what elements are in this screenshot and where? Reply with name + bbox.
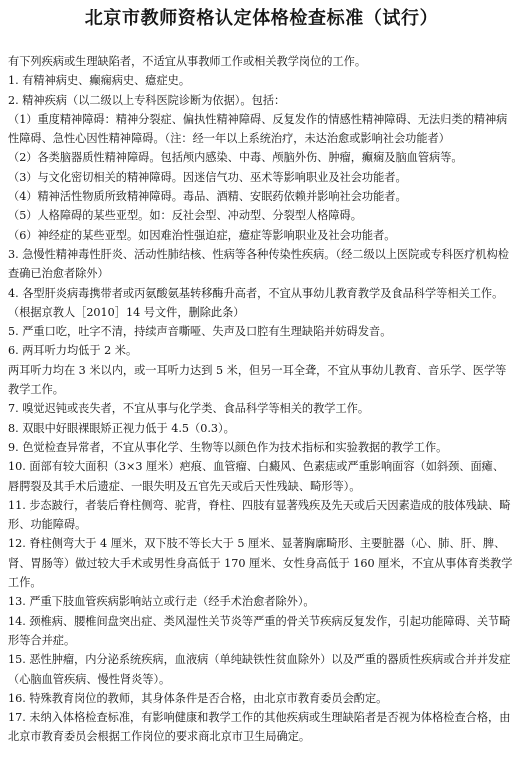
item-10: 10. 面部有较大面积（3×3 厘米）疤痕、血管瘤、白癜风、色素痣或严重影响面容（如斜颈、面瘫、唇腭裂及其手术后遗症、一眼失明及五官先天或后天性残缺、畸形等）。 [8, 460, 505, 493]
document-body [8, 52, 515, 747]
item-3: 3. 急慢性精神毒性肝炎、活动性肺结核、性病等各种传染性疾病。（经二级以上医院或专科医疗机构检查确已治愈者除外） [8, 247, 509, 281]
item-7: 7. 嗅觉迟钝或丧失者，不宜从事与化学类、食品科学等相关的教学工作。 [8, 402, 370, 416]
item-11: 11. 步态跛行，者装后脊柱侧弯、驼背，脊柱、四肢有显著残疾及先天或后天因素造成的肢体残缺、畸形、功能障碍。 [8, 498, 511, 532]
item-13: 13. 严重下肢血管疾病影响站立或行走（经手术治愈者除外）。 [8, 595, 315, 609]
item-2-sub-6: （6）神经症的某些亚型。如因难治性强迫症，癔症等影响职业及社会功能者。 [8, 228, 396, 242]
item-6: 6. 两耳听力均低于 2 米。 [8, 344, 138, 358]
document-title: 北京市教师资格认定体格检查标准（试行） [84, 8, 439, 29]
item-2-sub-1: （1）重度精神障碍：精神分裂症、偏执性精神障碍、反复发作的情感性精神障碍、无法归类的精神病性障碍、急性心因性精神障碍。（注：经一年以上系统治疗，未达治愈或影响社会功能者） [8, 112, 508, 146]
item-15: 15. 恶性肿瘤，内分泌系统疾病，血液病（单纯缺铁性贫血除外）以及严重的器质性疾病或合并并发症（心脑血管疾病、慢性肾炎等）。 [8, 653, 511, 686]
item-2: 2. 精神疾病（以二级以上专科医院诊断为依据）。包括： [8, 93, 286, 107]
item-14: 14. 颈椎病、腰椎间盘突出症、类风湿性关节炎等严重的骨关节疾病反复发作，引起功能障碍、关节畸形等合并症。 [8, 614, 511, 647]
item-8: 8. 双眼中好眼裸眼矫正视力低于 4.5（0.3）。 [8, 421, 235, 435]
item-17: 17. 未纳入体格检查标准，有影响健康和教学工作的其他疾病或生理缺陷者是否视为体格检查合格，由北京市教育委员会根据工作岗位的要求商北京市卫生局确定。 [8, 711, 511, 744]
item-2-sub-3: （3）与文化密切相关的精神障碍。因迷信气功、巫术等影响职业及社会功能者。 [8, 170, 407, 184]
item-9: 9. 色觉检查异常者，不宜从事化学、生物等以颜色作为技术指标和实验教据的教学工作。 [8, 440, 448, 454]
item-2-sub-5: （5）人格障碍的某些亚型。如：反社会型、冲动型、分裂型人格障碍。 [8, 209, 362, 223]
item-16: 16. 特殊教育岗位的教师，其身体条件是否合格，由北京市教育委员会酌定。 [8, 691, 388, 705]
item-4: 4. 各型肝炎病毒携带者或丙氨酸氨基转移酶升高者，不宜从事幼儿教育教学及食品科学等相关工作。（根据京教人［2010］14 号文件，删除此条） [8, 286, 504, 319]
item-2-sub-4: （4）精神活性物质所致精神障碍。毒品、酒精、安眠药依赖并影响社会功能者。 [8, 190, 407, 204]
item-12: 12. 脊柱侧弯大于 4 厘米，双下肢不等长大于 5 厘米、显著胸廓畸形、主要脏器（心、肺、肝、脾、肾、胃肠等）做过较大手术或男性身高低于 170 厘米、女性身高低于 160 厘米，不宜从事体育类教学工作。 [8, 537, 513, 590]
item-1: 1. 有精神病史、癫痫病史、癔症史。 [8, 74, 191, 88]
intro-paragraph: 有下列疾病或生理缺陷者，不适宜从事教师工作或相关教学岗位的工作。 [8, 55, 367, 68]
item-2-sub-2: （2）各类脑器质性精神障碍。包括颅内感染、中毒、颅脑外伤、肿瘤，癫痫及脑血管病等。 [8, 151, 463, 165]
item-5: 5. 严重口吃，吐字不清，持续声音嘶哑、失声及口腔有生理缺陷并妨碍发音。 [8, 325, 392, 339]
item-6-note: 两耳听力均在 3 米以内，或一耳听力达到 5 米，但另一耳全聋，不宜从事幼儿教育、音乐学、医学等教学工作。 [8, 363, 507, 397]
